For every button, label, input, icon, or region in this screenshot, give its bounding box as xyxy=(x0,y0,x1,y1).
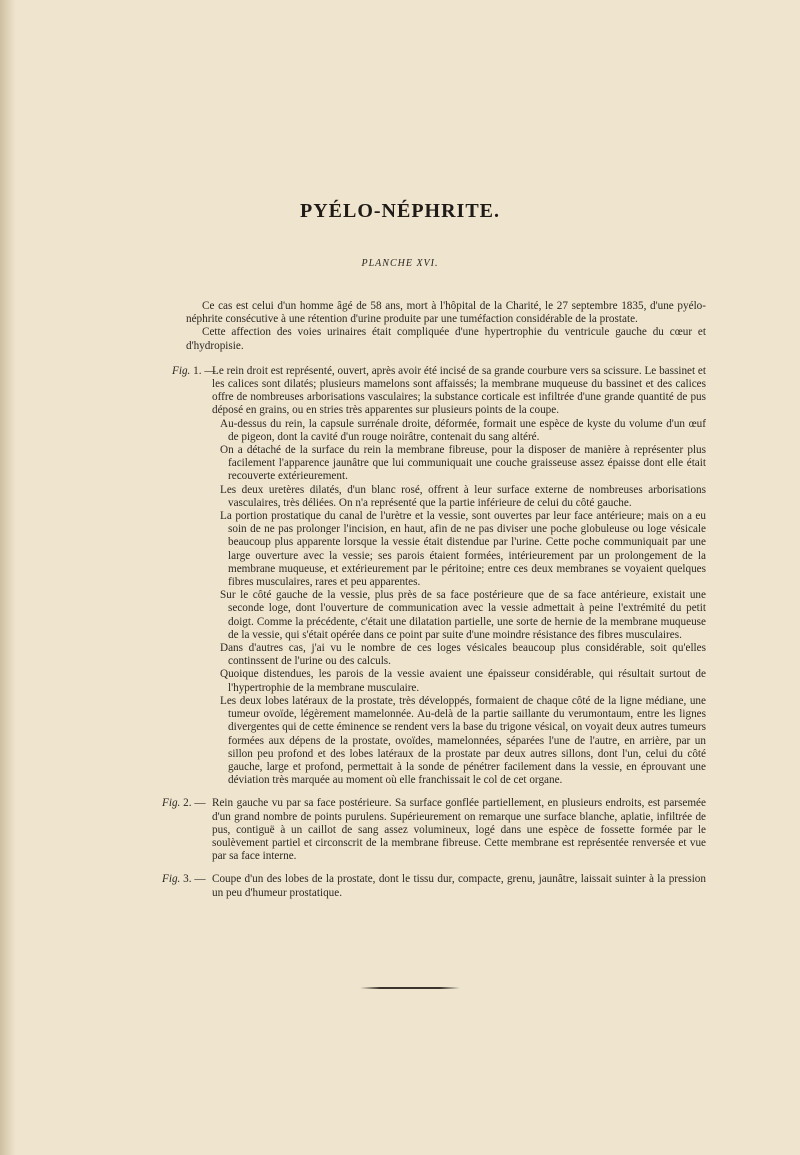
figure-label xyxy=(172,365,216,378)
figure-3-description xyxy=(162,873,706,899)
figure-paragraph: Rein gauche vu par sa face postérieure. Sa surface gonflée partiellement, en plusieurs endroits, est parsemée d'un grand nombre de points purulens. Supérieurement on remarque une surface blanche, aplatie, infiltrée de pus, contiguë à un caillot de sang assez volumineux, logé dans une espèce de fossette formée par le soulèvement partiel et circonscrit de la membrane fibreuse. Cette membrane est représentée renversée et vue par sa face interne. xyxy=(212,797,706,863)
figure-label xyxy=(162,797,206,810)
figure-2-description xyxy=(162,797,706,863)
figure-label-number: 3. — xyxy=(183,873,206,886)
plate-number: PLANCHE XVI. xyxy=(361,258,439,269)
figure-1-description xyxy=(172,364,706,788)
intro-paragraph: Cette affection des voies urinaires était compliquée d'une hypertrophie du ventricule gauche du cœur et d'hydropisie. xyxy=(186,326,706,352)
body-text xyxy=(162,300,706,910)
figure-label-prefix: Fig. xyxy=(162,873,181,886)
end-rule-divider xyxy=(360,987,460,989)
figure-label xyxy=(162,873,206,886)
figure-label-number: 1. — xyxy=(193,364,216,377)
figure-label-number: 2. — xyxy=(183,797,206,810)
intro-section xyxy=(186,300,706,353)
figure-paragraph: Sur le côté gauche de la vessie, plus près de sa face postérieure que de sa face antérieure, existait une seconde loge, dont l'ouverture de communication avec la vessie admettait à peine l'extrémité du petit doigt. Comme la précédente, c'était une dilatation partielle, une sorte de hernie de la membrane muqueuse de la vessie, qui s'était opérée dans ce point par suite d'une moindre résistance des fibres musculaires. xyxy=(220,589,706,641)
figure-paragraph: La portion prostatique du canal de l'urètre et la vessie, sont ouvertes par leur face antérieure; mais on a eu soin de ne pas prolonger l'incision, en haut, afin de ne pas diviser une poche globuleuse ou loge vésicale beaucoup plus apparente lorsque la vessie était distendue par l'urine. Cette poche communiquait par une large ouverture avec la vessie; ses parois étaient formées, intérieurement par un prolongement de la membrane muqueuse, et extérieurement par le péritoine; entre ces deux membranes se voyaient quelques fibres musculaires, rares et peu apparentes. xyxy=(220,510,706,589)
figure-paragraph: Au-dessus du rein, la capsule surrénale droite, déformée, formait une espèce de kyste du volume d'un œuf de pigeon, dont la cavité d'un rouge noirâtre, contenait du sang altéré. xyxy=(220,417,706,443)
figure-paragraph: Dans d'autres cas, j'ai vu le nombre de ces loges vésicales beaucoup plus considérable, soit qu'elles continssent de l'urine ou des calculs. xyxy=(220,642,706,668)
figure-label-prefix: Fig. xyxy=(162,797,181,810)
figure-paragraph: On a détaché de la surface du rein la membrane fibreuse, pour la disposer de manière à représenter plus facilement l'apparence jaunâtre que lui communiquait une couche graisseuse assez épaisse dont elle était recouverte extérieurement. xyxy=(220,444,706,483)
page-title: PYÉLO-NÉPHRITE. xyxy=(299,200,501,222)
figure-paragraph: Le rein droit est représenté, ouvert, après avoir été incisé de sa grande courbure vers sa scissure. Le bassinet et les calices sont dilatés; plusieurs mamelons sont affaissés; la membrane muqueuse du bassinet et des calices offre de nombreuses arborisations vasculaires; la substance corticale est infiltrée d'une grande quantité de pus déposé en grains, ou en stries très apparentes sur plusieurs points de la coupe. xyxy=(212,364,706,417)
figure-paragraph: Quoique distendues, les parois de la vessie avaient une épaisseur considérable, qui résultait surtout de l'hypertrophie de la membrane musculaire. xyxy=(220,668,706,694)
intro-paragraph: Ce cas est celui d'un homme âgé de 58 ans, mort à l'hôpital de la Charité, le 27 septembre 1835, d'une pyélo-néphrite consécutive à une rétention d'urine produite par une tuméfaction considérable de la prostate. xyxy=(186,300,706,326)
figure-paragraph: Coupe d'un des lobes de la prostate, dont le tissu dur, compacte, grenu, jaunâtre, laissait suinter à la pression un peu d'humeur prostatique. xyxy=(212,873,706,899)
figure-paragraph: Les deux uretères dilatés, d'un blanc rosé, offrent à leur surface externe de nombreuses arborisations vasculaires, très déliées. On n'a représenté que la partie inférieure de celui du côté gauche. xyxy=(220,483,706,509)
figure-label-prefix: Fig. xyxy=(172,364,191,377)
figure-paragraph: Les deux lobes latéraux de la prostate, très développés, formaient de chaque côté de la ligne médiane, une tumeur ovoïde, légèrement mamelonnée. Au-delà de la partie saillante du verumontaum, entre les lignes divergentes qui de cette éminence se rendent vers la base du trigone vésical, on voyait deux autres tumeurs formées aux dépens de la prostate, ovoïdes, mamelonnées, séparées l'une de l'autre, en arrière, par un sillon peu profond et des lobes latéraux de la prostate par deux autres sillons, dont l'un, celui du côté gauche, large et profond, permettait à la sonde de pénétrer facilement dans la vessie, en éprouvant une déviation très marquée au moment où elle franchissait le col de cet organe. xyxy=(220,694,706,787)
